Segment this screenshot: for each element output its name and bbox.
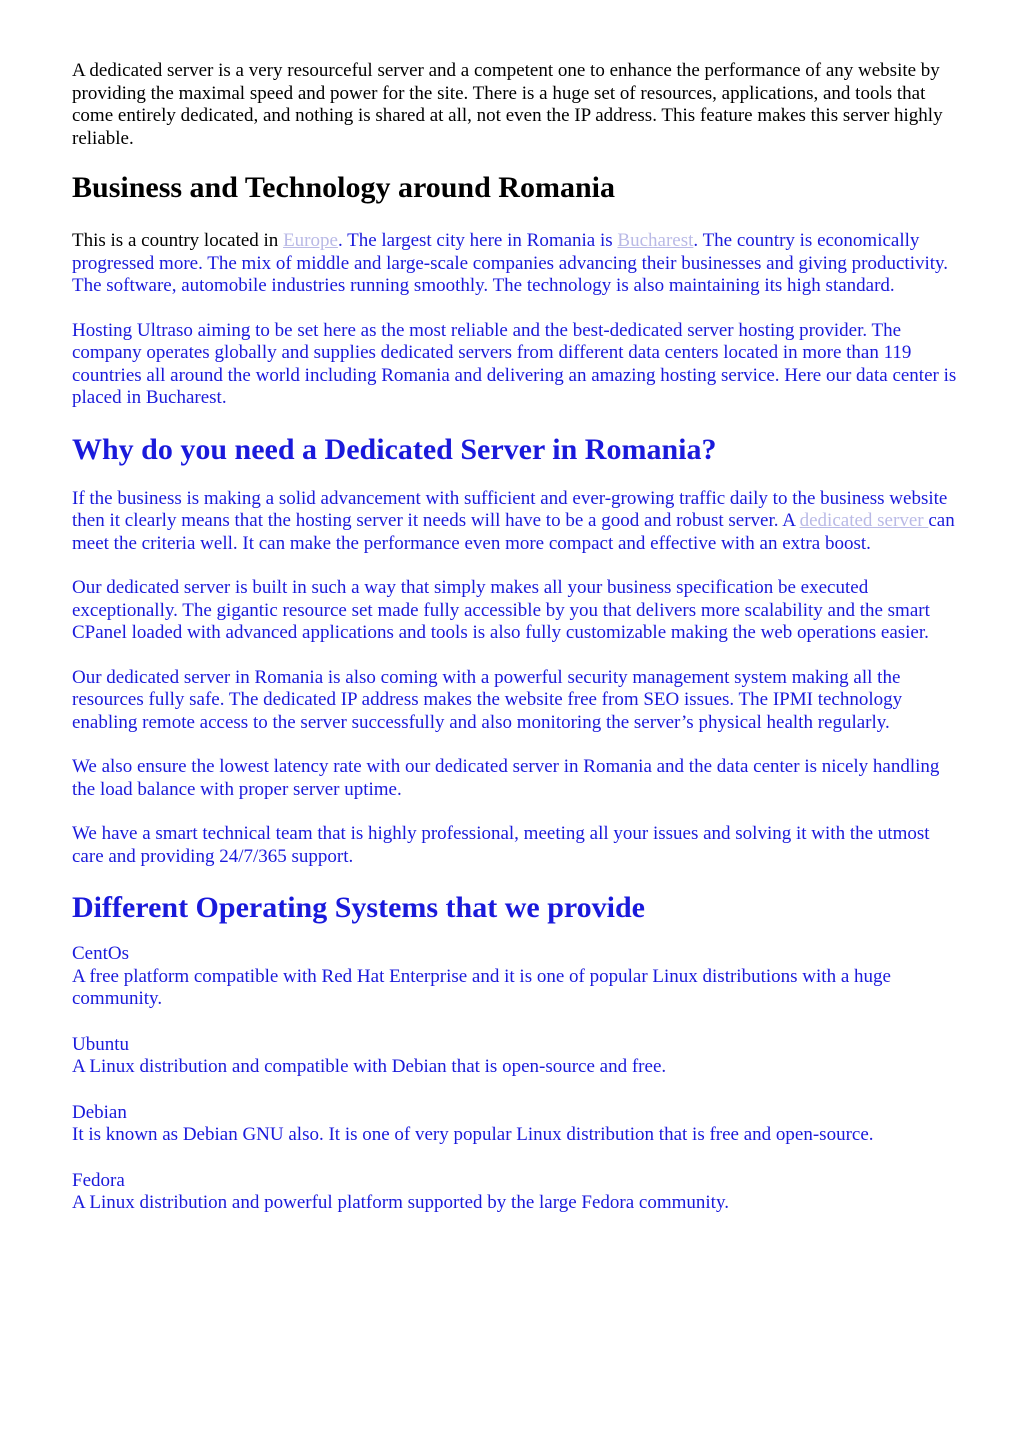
europe-link[interactable]: Europe bbox=[283, 230, 338, 251]
os-item-ubuntu bbox=[72, 1034, 957, 1079]
economy-text: . The country is economically progressed more. The mix of middle and large-scale companies advancing their businesses and giving productivity. The software, automobile industries running smoothly. The technology is also maintaining its high standard. bbox=[72, 230, 949, 296]
document-page bbox=[72, 60, 957, 1238]
os-description: It is known as Debian GNU also. It is one of very popular Linux distribution that is free and open-source. bbox=[72, 1124, 874, 1145]
bucharest-link[interactable]: Bucharest bbox=[617, 230, 694, 251]
support-team-paragraph: We have a smart technical team that is highly professional, meeting all your issues and solving it with the utmost care and providing 24/7/365 support. bbox=[72, 823, 930, 867]
os-name: Fedora bbox=[72, 1169, 125, 1191]
latency-paragraph: We also ensure the lowest latency rate with our dedicated server in Romania and the data center is nicely handling the load balance with proper server uptime. bbox=[72, 756, 940, 800]
criteria-text: can meet the criteria well. It can make the performance even more compact and effective with an extra boost. bbox=[72, 510, 955, 554]
server-built-paragraph: Our dedicated server is built in such a way that simply makes all your business specification be executed exceptionally. The gigantic resource set made fully accessible by you that delivers more scalability and the smart CPanel loaded with advanced applications and tools is also fully customizable making the web operations easier. bbox=[72, 577, 930, 643]
business-growth-text: If the business is making a solid advancement with sufficient and ever-growing traffic daily to the business website then it clearly means that the hosting server it needs will have to be a good and robust server. A bbox=[72, 487, 948, 531]
country-intro-text: This is a country located in bbox=[72, 230, 284, 251]
heading-operating-systems: Different Operating Systems that we provide bbox=[72, 891, 645, 924]
intro-paragraph: A dedicated server is a very resourceful server and a competent one to enhance the performance of any website by providing the maximal speed and power for the site. There is a huge set of resources, applications, and tools that come entirely dedicated, and nothing is shared at all, not even the IP address. This feature makes this server highly reliable. bbox=[72, 60, 943, 149]
heading-business-technology: Business and Technology around Romania bbox=[72, 171, 615, 204]
dedicated-server-link[interactable]: dedicated server bbox=[799, 510, 929, 531]
romania-country-paragraph bbox=[72, 230, 957, 298]
hosting-ultraso-paragraph: Hosting Ultraso aiming to be set here as the most reliable and the best-dedicated server hosting provider. The company operates globally and supplies dedicated servers from different data centers located in more than 119 countries all around the world including Romania and delivering an amazing hosting service. Here our data center is placed in Bucharest. bbox=[72, 319, 957, 408]
os-item-debian bbox=[72, 1102, 957, 1147]
security-paragraph: Our dedicated server in Romania is also coming with a powerful security management system making all the resources fully safe. The dedicated IP address makes the website free from SEO issues. The IPMI technology enabling remote access to the server successfully and also monitoring the server’s physical health regularly. bbox=[72, 666, 903, 733]
os-description: A Linux distribution and powerful platform supported by the large Fedora community. bbox=[72, 1192, 729, 1213]
os-item-fedora bbox=[72, 1170, 957, 1215]
os-item-centos bbox=[72, 943, 957, 1011]
business-growth-paragraph bbox=[72, 488, 957, 556]
os-name: CentOs bbox=[72, 943, 129, 964]
os-name: Ubuntu bbox=[72, 1033, 129, 1055]
os-description: A Linux distribution and compatible with Debian that is open-source and free. bbox=[72, 1056, 667, 1077]
largest-city-text: . The largest city here in Romania is bbox=[337, 230, 618, 251]
os-name: Debian bbox=[72, 1101, 127, 1123]
heading-why-dedicated-server: Why do you need a Dedicated Server in Romania? bbox=[72, 432, 717, 466]
os-description: A free platform compatible with Red Hat Enterprise and it is one of popular Linux distributions with a huge community. bbox=[72, 965, 891, 1009]
